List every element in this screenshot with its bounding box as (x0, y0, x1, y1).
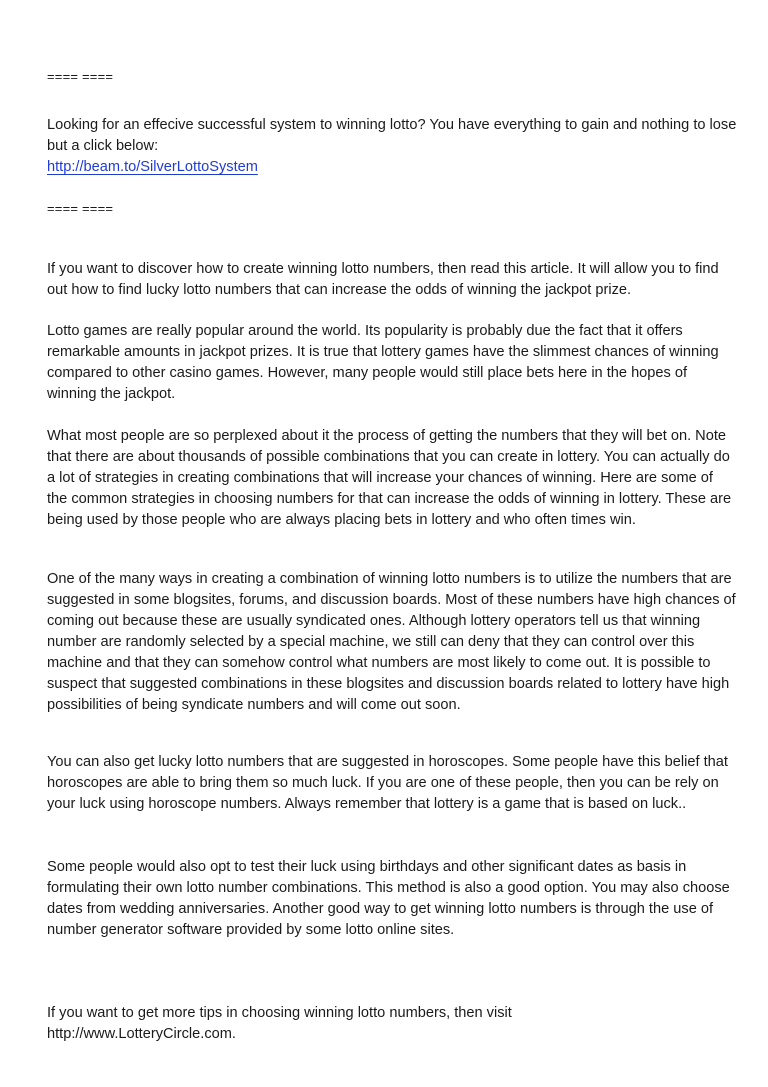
separator-bottom: ==== ==== (47, 201, 114, 216)
paragraph-blogsites: One of the many ways in creating a combination of winning lotto numbers is to utilize the numbers that are suggested in some blogsites, forums, and discussion boards. Most of these numbers have high chances of coming out because these are usually syndicated ones. Although lottery operators tell us that winning number are randomly selected by a special machine, we still can deny that they can control over this machine and that they can somehow control what numbers are most likely to come out. It is possible to suspect that suggested combinations in these blogsites and discussion boards related to lottery have high possibilities of being syndicate numbers and will come out soon. (47, 571, 736, 713)
separator-top: ==== ==== (47, 69, 114, 84)
paragraph-popularity: Lotto games are really popular around the world. Its popularity is probably due the fact that it offers remarkable amounts in jackpot prizes. It is true that lottery games have the slimmest chances of winning compared to other casino games. However, many people would still place bets here in the hopes of winning the jackpot. (47, 323, 719, 402)
closing-text: If you want to get more tips in choosing winning lotto numbers, then visit (47, 1005, 512, 1021)
closing-block (47, 1003, 737, 1045)
closing-url[interactable]: http://www.LotteryCircle.com. (47, 1026, 236, 1042)
promo-link[interactable]: http://beam.to/SilverLottoSystem (47, 159, 258, 175)
paragraph-birthdays: Some people would also opt to test their luck using birthdays and other significant dates as basis in formulating their own lotto number combinations. This method is also a good option. You may also choose dates from wedding anniversaries. Another good way to get winning lotto numbers is through the use of number generator software provided by some lotto online sites. (47, 859, 730, 938)
paragraph-intro: If you want to discover how to create winning lotto numbers, then read this article. It will allow you to find out how to find lucky lotto numbers that can increase the odds of winning the jackpot prize. (47, 261, 719, 298)
promo-text: Looking for an effecive successful system to winning lotto? You have everything to gain and nothing to lose but a click below: (47, 117, 737, 154)
paragraph-horoscopes: You can also get lucky lotto numbers that are suggested in horoscopes. Some people have this belief that horoscopes are able to bring them so much luck. If you are one of these people, then you can be rely on your luck using horoscope numbers. Always remember that lottery is a game that is based on luck.. (47, 754, 728, 812)
promo-block (47, 115, 737, 178)
paragraph-strategies: What most people are so perplexed about it the process of getting the numbers that they will bet on. Note that there are about thousands of possible combinations that you can create in lottery. You can actually do a lot of strategies in creating combinations that will increase your chances of winning. Here are some of the common strategies in choosing numbers for that can increase the odds of winning in lottery. These are being used by those people who are always placing bets in lottery and who often times win. (47, 428, 732, 528)
